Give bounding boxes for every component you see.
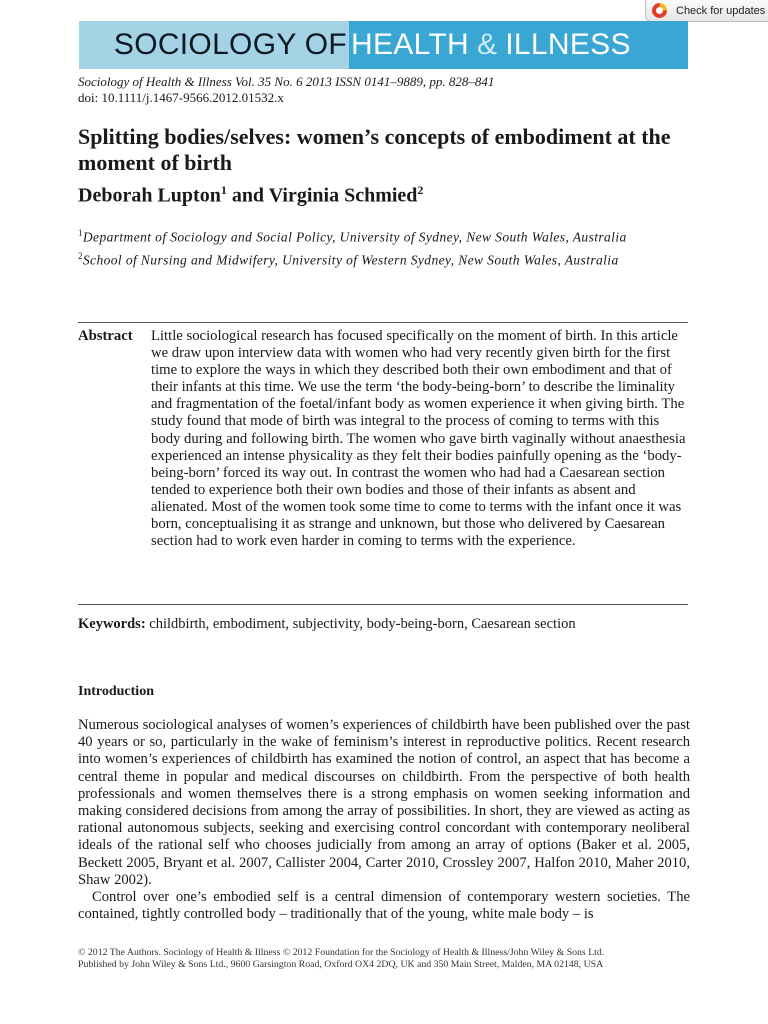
keywords-label: Keywords: — [78, 616, 146, 632]
doi-link[interactable]: doi: 10.1111/j.1467-9566.2012.01532.x — [78, 90, 284, 105]
check-for-updates-button[interactable] — [645, 0, 768, 22]
author-name: Virginia Schmied — [268, 184, 418, 207]
copyright-line: © 2012 The Authors. Sociology of Health & Illness © 2012 Foundation for the Sociology of Health & Illness/John Wiley & Sons Ltd. — [78, 947, 605, 958]
article-title: Splitting bodies/selves: women’s concepts of embodiment at the moment of birth — [78, 124, 671, 175]
affiliation — [78, 224, 678, 247]
author-line — [78, 183, 423, 208]
abstract-bottom-divider — [78, 604, 688, 605]
affiliation-marker: 1 — [78, 228, 83, 238]
author-conjunction: and — [226, 184, 269, 207]
body-paragraph: Control over one’s embodied self is a central dimension of contemporary western societies. The contained, tightly controlled body – traditionally that of the young, white male body – is — [78, 889, 690, 923]
abstract-top-divider — [78, 322, 688, 323]
banner-health: HEALTH — [351, 28, 469, 61]
citation-block — [78, 74, 494, 106]
keywords-line — [78, 616, 690, 633]
affiliations — [78, 224, 678, 269]
affiliation — [78, 247, 678, 270]
journal-citation: Sociology of Health & Illness Vol. 35 No. 6 2013 ISSN 0141–9889, pp. 828–841 — [78, 74, 495, 89]
affiliation-text: Department of Sociology and Social Policy, University of Sydney, New South Wales, Australia — [82, 229, 627, 245]
affiliation-marker: 2 — [78, 250, 83, 261]
body-paragraph: Numerous sociological analyses of women’s experiences of childbirth have been published over the past 40 years or so, particularly in the wake of feminism’s interest in reproductive politics. Recent research into women’s experiences of childbirth has examined the notion of control, an aspect that has become a central theme in popular and medical discourses on childbirth. From the perspective of both health professionals and women themselves there is a strong emphasis on women seeking information and making considered decisions from among the array of possibilities. In short, they are viewed as acting as rational autonomous subjects, seeking and exercising control concordant with contemporary neoliberal ideals of the rational self who chooses judicially from among an array of options (Baker et al. 2005, Beckett 2005, Bryant et al. 2007, Callister 2004, Carter 2010, Crossley 2007, Halfon 2010, Maher 2010, Shaw 2002). — [78, 717, 690, 888]
banner-illness: ILLNESS — [505, 28, 631, 61]
author-name: Deborah Lupton — [78, 184, 221, 207]
keywords-text: childbirth, embodiment, subjectivity, body-being-born, Caesarean section — [149, 616, 576, 632]
banner-right — [349, 21, 688, 69]
copyright-footer — [78, 947, 690, 971]
banner-left — [79, 21, 349, 69]
abstract-label: Abstract — [78, 328, 133, 344]
journal-banner — [79, 21, 688, 69]
check-for-updates-label: Check for updates — [676, 4, 766, 17]
introduction-body — [78, 717, 690, 923]
banner-sociology-of: SOCIOLOGY OF — [113, 28, 347, 61]
publisher-line: Published by John Wiley & Sons Ltd., 9600 Garsington Road, Oxford OX4 2DQ, UK and 350 Main Street, Malden, MA 02148, USA — [78, 959, 604, 970]
abstract-text: Little sociological research has focused specifically on the moment of birth. In this article we draw upon interview data with women who had very recently given birth for the first time to explore the ways in which they described both their own embodiment and that of their infants at this time. We use the term ‘the body-being-born’ to describe the liminality and fragmentation of the foetal/infant body as women experience it when giving birth. The study found that mode of birth was integral to the process of coming to terms with this body during and following birth. The women who gave birth vaginally without anaesthesia experienced an intense physicality as they felt their bodies painfully opening as the ‘body-being-born’ forced its way out. In contrast the women who had had a Caesarean section tended to experience both their own bodies and those of their infants as absent and alienated. Most of the women took some time to come to terms with the infant once it was born, conceptualising it as strange and unknown, but those who delivered by Caesarean section had to work even harder in coming to terms with the experience. — [151, 328, 686, 550]
crossmark-icon — [652, 3, 667, 18]
banner-ampersand: & — [476, 28, 498, 61]
affiliation-text: School of Nursing and Midwifery, University of Western Sydney, New South Wales, Australia — [82, 252, 619, 267]
author-superscript: 1 — [220, 183, 227, 197]
section-heading-introduction: Introduction — [78, 684, 154, 699]
author-superscript: 2 — [417, 183, 424, 197]
abstract-section — [78, 328, 690, 550]
